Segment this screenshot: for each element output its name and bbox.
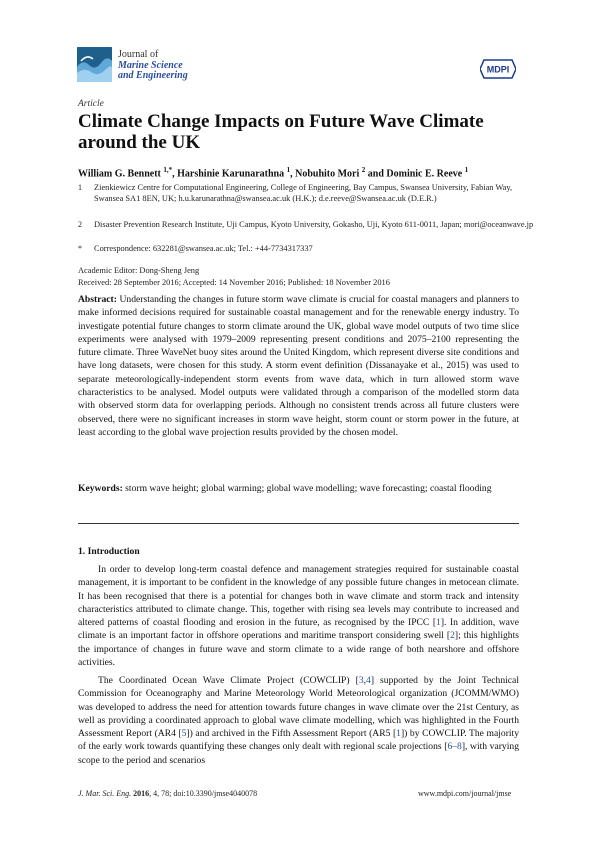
paragraph-text: ]; this highlights the importance of changes in future wave and storm climate to a wide range of both nearshore and offshore activities. xyxy=(78,630,519,669)
article-type: Article xyxy=(78,99,104,109)
abstract-text: Understanding the changes in future storm wave climate is crucial for coastal managers and planners to make informed decisions required for sustainable coastal management and for the renewable energy industry. To investigate potential future changes to storm climate around the UK, global wave model outputs of two time slice experiments were analysed with 1979–2009 representing present conditions and 2075–2100 representing the future climate. Three WaveNet buoy sites around the United Kingdom, which represent diverse site conditions and have long datasets, were chosen for this study. A storm event definition (Dissanayake et al., 2015) was used to separate meteorologically-independent storm events from wave data, which in turn allowed storm wave characteristics to be analysed. Model outputs were validated through a comparison of the modelled storm data with observed storm data for overlapping periods. Although no consistent trends across all future clusters were observed, there were no significant increases in storm wave height, storm count or storm power in the future, at least according to the global wave projection results provided by the chosen model. xyxy=(78,294,519,438)
author-name: William G. Bennett xyxy=(78,168,161,180)
correspondence xyxy=(78,243,538,255)
citation-link[interactable]: 4 xyxy=(366,675,371,686)
citation-link[interactable]: 1 xyxy=(436,617,441,629)
paragraph-text: ]) and archived in the Fifth Assessment Report (AR5 [ xyxy=(186,728,397,740)
affiliation-text: Zienkiewicz Centre for Computational Engineering, College of Engineering, Bay Campus, Swansea University, Fabian Way, Swansea SA1 8EN, UK; h.u.karunarathna@swansea.ac.uk (H.K.); d.e.reeve@Swansea.ac.uk (D.E.R.) xyxy=(94,183,513,204)
paragraph-text: In order to develop long-term coastal defence and management strategies required for sustainable coastal management, it is important to be confident in the knowledge of any possible future changes in metocean climate. It has been recognised that there is a potential for changes both in wave climate and storm track and intensity characteristics attributed to climate change. This, together with rising sea levels may contribute to increased and altered patterns of coastal flooding and erosion in the future, as recognised by the IPCC [ xyxy=(78,564,519,629)
publication-dates: Received: 28 September 2016; Accepted: 14 November 2016; Published: 18 November 2016 xyxy=(78,278,390,287)
section-heading: 1. Introduction xyxy=(78,546,140,557)
author-separator: and xyxy=(365,168,387,180)
keywords xyxy=(78,482,519,495)
mdpi-logo-text: MDPI xyxy=(486,64,510,75)
keywords-text: storm wave height; global warming; global wave modelling; wave forecasting; coastal flooding xyxy=(125,483,492,494)
footer-journal-abbr: J. Mar. Sci. Eng. xyxy=(78,789,132,798)
wave-icon xyxy=(77,47,112,82)
section-divider xyxy=(78,523,519,524)
abstract-label: Abstract: xyxy=(78,294,117,305)
affiliation xyxy=(78,219,538,243)
author-list xyxy=(78,164,528,180)
affiliation-number: 1 xyxy=(78,183,82,192)
paragraph-text: ], with varying scope to the period and scenarios xyxy=(78,741,519,766)
citation-link[interactable]: 6–8 xyxy=(447,741,462,753)
abstract xyxy=(78,293,519,439)
paragraph-text: ] supported by the Joint Technical Commission for Oceanography and Marine Meteorology World Meteorological organization (JCOMM/WMO) was developed to address the need for attention towards future changes in wave climate over the 21st Century, as well as providing a coordinated approach to global wave climate modelling, which was highlighted in the Fourth Assessment Report (AR4 [ xyxy=(78,675,519,740)
article-title: Climate Change Impacts on Future Wave Climate around the UK xyxy=(78,111,484,153)
mdpi-logo xyxy=(480,58,516,80)
author-separator: , xyxy=(290,168,296,180)
affiliation-text: Correspondence: 632281@swansea.ac.uk; Tel.: +44-7734317337 xyxy=(94,244,313,253)
paragraph-text: The Coordinated Ocean Wave Climate Project (COWCLIP) [ xyxy=(98,675,359,686)
paragraph-text: ]) by COWCLIP. The majority of the early work towards quantifying these changes only dealt with regional scale projections [ xyxy=(78,728,520,753)
paragraph-text: , xyxy=(363,675,367,686)
journal-line2: and Engineering xyxy=(118,70,188,81)
affiliation-text: Disaster Prevention Research Institute, Uji Campus, Kyoto University, Gokasho, Uji, Kyoto 611-0011, Japan; mori@oceanwave.jp xyxy=(94,220,534,229)
citation-link[interactable]: 3 xyxy=(358,675,364,686)
journal-logo xyxy=(77,47,112,82)
citation-link[interactable]: 5 xyxy=(181,728,187,740)
citation-link[interactable]: 1 xyxy=(396,728,401,740)
footer-citation xyxy=(78,789,257,798)
journal-prefix: Journal of xyxy=(118,49,159,60)
affiliation xyxy=(78,182,538,218)
journal-line1: Marine Science xyxy=(118,59,183,71)
affiliation-number: 2 xyxy=(78,220,82,229)
author-name: Harshinie Karunarathna xyxy=(177,168,285,180)
paragraph-text: ]. In addition, wave climate is an important factor in offshore operations and maritime transport considering swell [ xyxy=(78,617,519,642)
footer-doi: , 4, 78; doi:10.3390/jmse4040078 xyxy=(149,789,258,798)
author-name: Nobuhito Mori xyxy=(295,168,360,180)
citation-link[interactable]: 2 xyxy=(450,630,455,642)
academic-editor: Academic Editor: Dong-Sheng Jeng xyxy=(78,266,200,275)
keywords-label: Keywords: xyxy=(78,483,123,494)
footer-year: 2016 xyxy=(133,789,150,798)
author-separator: , xyxy=(172,168,178,180)
journal-name xyxy=(118,50,188,82)
author-affil-sup: 1,* xyxy=(163,166,173,174)
affiliation-number: * xyxy=(78,244,82,253)
author-affil-sup: 1 xyxy=(464,166,469,174)
intro-paragraph-1 xyxy=(78,563,519,669)
author-name: Dominic E. Reeve xyxy=(386,168,463,180)
intro-paragraph-2 xyxy=(78,674,519,767)
author-affil-sup: 2 xyxy=(361,166,366,174)
footer-website[interactable]: www.mdpi.com/journal/jmse xyxy=(418,789,512,798)
author-affil-sup: 1 xyxy=(286,166,291,174)
